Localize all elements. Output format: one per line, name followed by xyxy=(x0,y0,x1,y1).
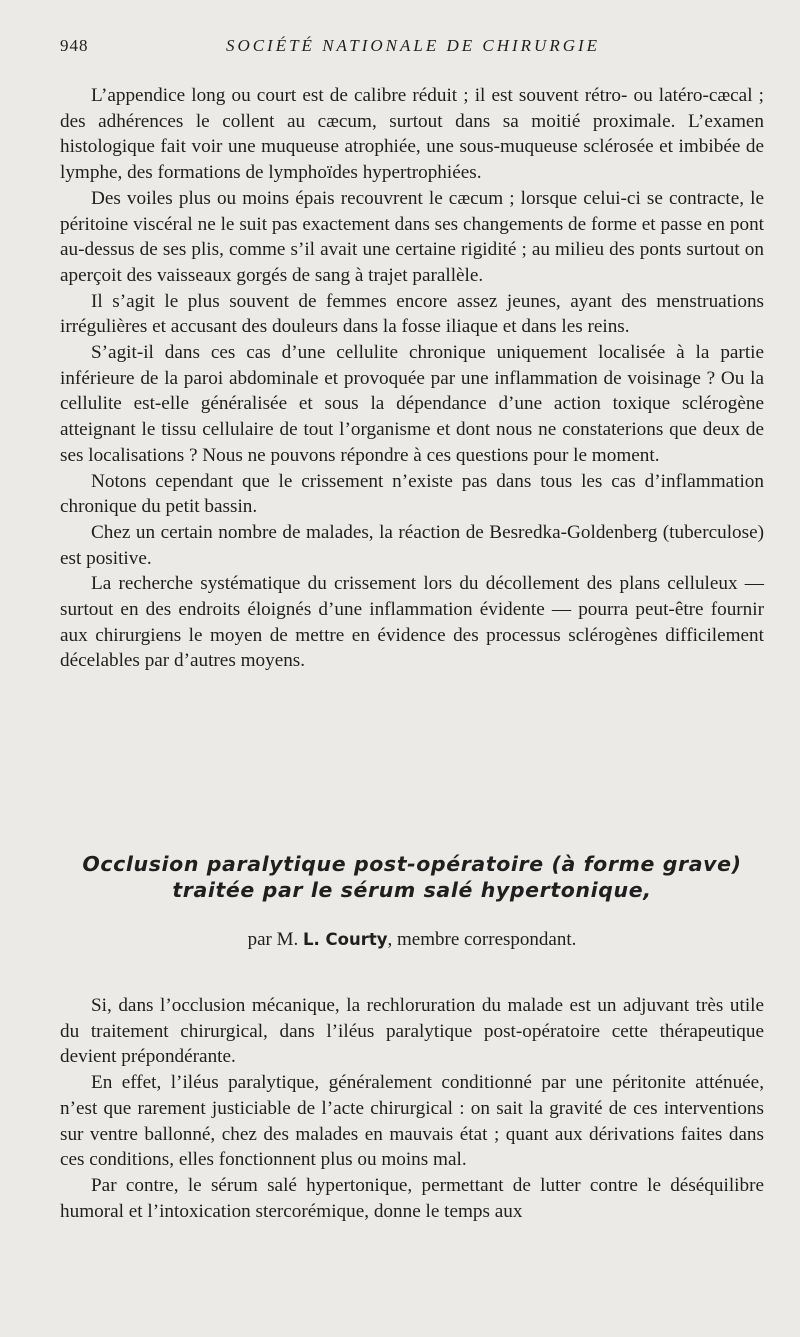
paragraph: S’agit-il dans ces cas d’une cellulite chronique uniquement localisée à la partie inférieure de la paroi abdominale et provoquée par une inflammation de voisinage ? Ou la cellulite est-elle généralisée et sous la dépendance d’une action toxique sclérogène atteignant le tissu cellulaire de tout l’organisme et dont nous ne constaterions que deux de ses localisations ? Nous ne pouvons répondre à ces questions pour le moment. xyxy=(60,342,764,466)
article-title xyxy=(60,852,764,903)
paragraph: Il s’agit le plus souvent de femmes encore assez jeunes, ayant des menstruations irrégulières et accusant des douleurs dans la fosse iliaque et dans les reins. xyxy=(60,290,764,338)
journal-title: SOCIÉTÉ NATIONALE DE CHIRURGIE xyxy=(225,36,601,55)
running-head xyxy=(60,36,766,66)
article-title-line: traitée par le sérum salé hypertonique, xyxy=(172,877,652,902)
paragraph: Notons cependant que le crissement n’existe pas dans tous les cas d’inflammation chronique du petit bassin. xyxy=(60,470,764,518)
paragraph: Par contre, le sérum salé hypertonique, permettant de lutter contre le déséquilibre humoral et l’intoxication stercorémique, donne le temps aux xyxy=(60,1174,764,1222)
byline-suffix: , membre correspondant. xyxy=(387,929,577,950)
previous-article-text xyxy=(60,83,764,674)
byline-prefix: par M. xyxy=(247,929,303,950)
paragraph: Si, dans l’occlusion mécanique, la rechloruration du malade est un adjuvant très utile du traitement chirurgical, dans l’iléus paralytique post-opératoire cette thérapeutique devient prépondérante. xyxy=(60,995,764,1068)
article-title-line: Occlusion paralytique post-opératoire (à forme grave) xyxy=(82,852,742,876)
author-name: L. Courty xyxy=(303,930,388,949)
paragraph: En effet, l’iléus paralytique, généralement conditionné par une péritonite atténuée, n’est que rarement justiciable de l’acte chirurgical : on sait la gravité de ces interventions sur ventre ballonné, chez des malades en mauvais état ; quant aux dérivations faites dans ces conditions, elles fonctionnent plus ou moins mal. xyxy=(60,1072,764,1171)
paragraph: Des voiles plus ou moins épais recouvrent le cæcum ; lorsque celui-ci se contracte, le péritoine viscéral ne le suit pas exactement dans ses changements de forme et passe en pont au-dessus de ses plis, comme s’il avait une certaine rigidité ; au milieu des ponts surtout on aperçoit des vaisseaux gorgés de sang à trajet parallèle. xyxy=(60,187,764,286)
byline xyxy=(60,927,764,953)
paragraph: L’appendice long ou court est de calibre réduit ; il est souvent rétro- ou latéro-cæcal ; des adhérences le collent au cæcum, surtout dans sa moitié proximale. L’examen histologique fait voir une muqueuse atrophiée, une sous-muqueuse sclérosée et imbibée de lymphe, des formations de lymphoïdes hypertrophiées. xyxy=(60,85,764,184)
page-number: 948 xyxy=(60,36,89,55)
article-body xyxy=(60,993,764,1224)
paragraph: Chez un certain nombre de malades, la réaction de Besredka-Goldenberg (tuberculose) est positive. xyxy=(60,521,764,569)
article xyxy=(60,852,764,1224)
paragraph: La recherche systématique du crissement lors du décollement des plans celluleux — surtout en des endroits éloignés d’une inflammation évidente — pourra peut-être fournir aux chirurgiens le moyen de mettre en évidence des processus sclérogènes difficilement décelables par d’autres moyens. xyxy=(60,573,764,672)
